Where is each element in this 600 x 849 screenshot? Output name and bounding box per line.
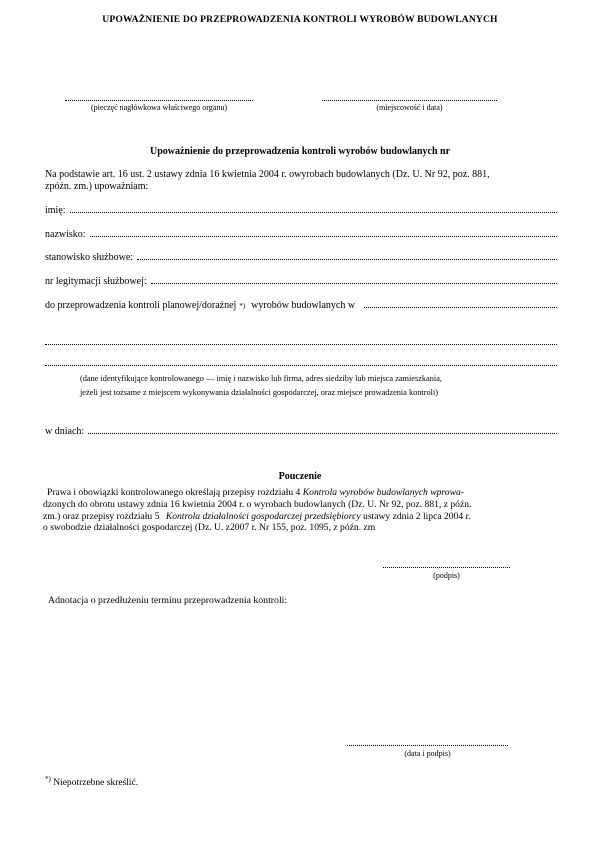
footnote	[45, 775, 138, 788]
date-signature-caption: (data i podpis)	[404, 749, 451, 758]
date-signature-dotted-line	[347, 745, 508, 746]
entity-data-line-2	[45, 365, 557, 366]
id-card-label: nr legitymacji służbowej:	[45, 276, 147, 287]
last-name-blank-line	[90, 234, 557, 237]
document-title: UPOWAŻNIENIE DO PRZEPROWADZENIA KONTROLI WYROBÓW BUDOWLANYCH	[102, 14, 498, 25]
inspection-type-suffix: wyrobów budowlanych w	[251, 300, 356, 311]
field-row-position	[45, 252, 557, 263]
legal-basis-line-1: Na podstawie art. 16 ust. 2 ustawy zdnia 16 kwietnia 2004 r. owyrobach budowlanych (Dz. U. Nr 92, poz. 881,	[45, 169, 490, 180]
place-date-caption: (miejscowość i data)	[376, 103, 443, 112]
instruction-line-3	[43, 511, 533, 523]
instruction-line-3-text-b: ustawy zdnia 2 lipca 2004 r.	[360, 510, 471, 522]
annotation-label: Adnotacja o przedłużeniu terminu przeprowadzenia kontroli:	[48, 595, 288, 606]
legal-basis-paragraph	[45, 169, 520, 193]
first-name-label: imię:	[45, 205, 66, 216]
instruction-heading: Pouczenie	[278, 471, 322, 482]
place-date-dotted-line	[322, 100, 497, 101]
position-blank-line	[137, 257, 557, 260]
position-label: stanowisko służbowe:	[45, 252, 134, 263]
instruction-line-3-italic: Kontrola działalności gospodarczej przedsiębiorcy	[165, 510, 361, 522]
instruction-line-3-text-a: zm.) oraz przepisy rozdziału 5	[43, 510, 162, 522]
instruction-line-2: dzonych do obrotu ustawy zdnia 16 kwietnia 2004 r. o wyrobach budowlanych (Dz. U. Nr 92, poz. 881, z późn.	[43, 498, 472, 510]
inspection-place-blank-line	[364, 305, 557, 308]
signature-caption: (podpis)	[433, 571, 460, 580]
footnote-text: Niepotrzebne skreślić.	[53, 778, 139, 789]
field-row-last-name	[45, 229, 557, 240]
days-label: w dniach:	[45, 426, 85, 437]
signature-dotted-line	[383, 567, 510, 568]
instruction-line-1-italic: Kontrola wyrobów budowlanych wprowa-	[302, 487, 464, 498]
id-card-blank-line	[151, 281, 557, 284]
legal-basis-line-2: zpóźn. zm.) upoważniam:	[45, 181, 149, 193]
stamp-caption: (pieczęć nagłówkowa właściwego organu)	[90, 103, 228, 112]
footnote-mark: *)	[45, 775, 51, 783]
stamp-dotted-line	[65, 100, 253, 101]
days-blank-line	[88, 431, 557, 434]
inspection-type-prefix: do przeprowadzenia kontroli planowej/doraźnej	[45, 300, 237, 311]
field-row-inspection-type	[45, 300, 557, 311]
instruction-line-1	[43, 487, 533, 499]
field-row-days	[45, 426, 557, 437]
entity-data-caption	[80, 372, 510, 399]
entity-data-caption-line-2: jeżeli jest tożsame z miejscem wykonywania działalności gospodarczej, oraz miejsce prowadzenia kontroli)	[80, 387, 439, 397]
form-subtitle: Upoważnienie do przeprowadzenia kontroli wyrobów budowlanych nr	[149, 146, 451, 157]
entity-data-line-1	[45, 344, 557, 345]
first-name-blank-line	[70, 210, 557, 213]
entity-data-caption-line-1: (dane identyfikujące kontrolowanego — imię i nazwisko lub firma, adres siedziby lub miejsca zamieszkania,	[80, 374, 442, 383]
inspection-footnote-mark: *)	[239, 302, 246, 310]
last-name-label: nazwisko:	[45, 229, 86, 240]
instruction-line-4: o swobodzie działalności gospodarczej (Dz. U. z2007 r. Nr 155, poz. 1095, z późn. zm	[43, 522, 376, 534]
instruction-paragraph	[43, 487, 533, 534]
field-row-first-name	[45, 205, 557, 216]
instruction-line-1-text: Prawa i obowiązki kontrolowanego określają przepisy rozdziału 4	[47, 487, 303, 498]
field-row-id-card	[45, 276, 557, 287]
